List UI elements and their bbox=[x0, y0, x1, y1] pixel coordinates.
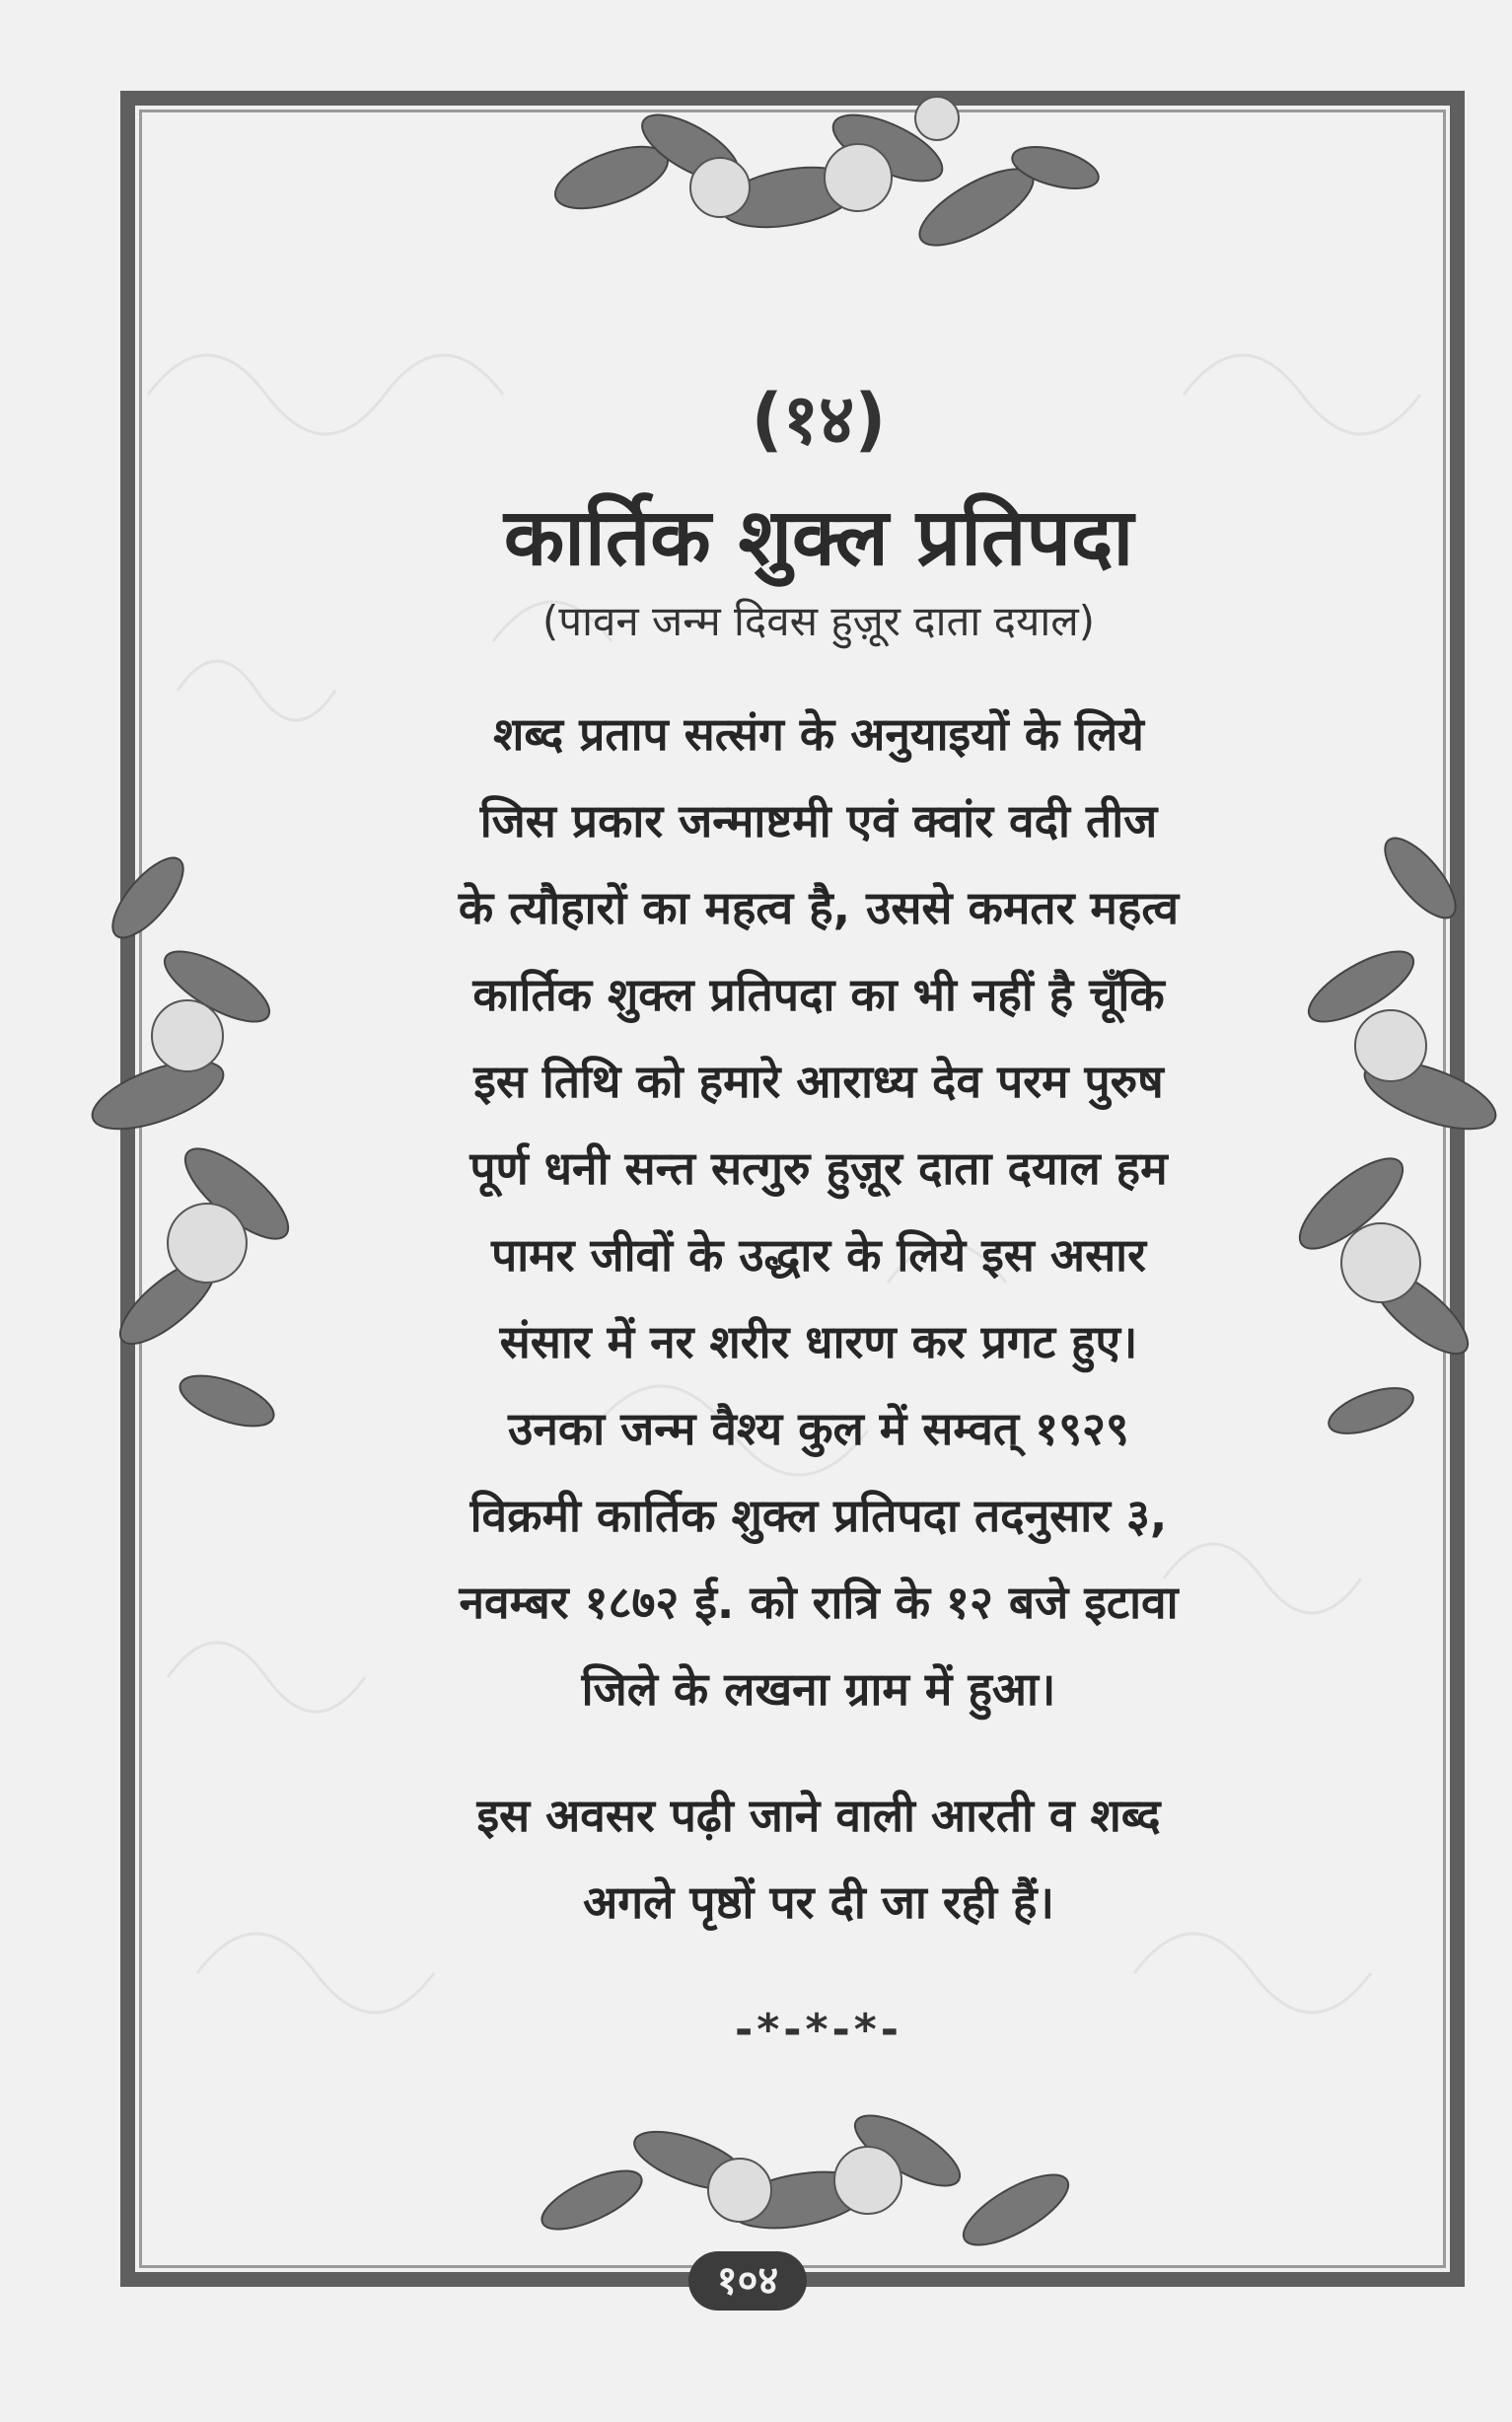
text-line: के त्यौहारों का महत्व है, उससे कमतर महत्व bbox=[458, 881, 1180, 934]
page-content bbox=[296, 355, 1341, 2055]
text-line: इस अवसर पढ़ी जाने वाली आरती व शब्द bbox=[476, 1789, 1161, 1842]
body-paragraph-2 bbox=[296, 1772, 1341, 1945]
chapter-number: (१४) bbox=[751, 379, 887, 460]
body-paragraph-1 bbox=[296, 691, 1341, 1732]
text-line: उनका जन्म वैश्य कुल में सम्वत् १९२९ bbox=[508, 1402, 1129, 1455]
section-separator: -*-*-*- bbox=[734, 2005, 903, 2055]
text-line: अगले पृष्ठों पर दी जा रही हैं। bbox=[583, 1875, 1054, 1929]
floral-decoration-bottom bbox=[513, 2052, 1115, 2289]
text-line: पूर्ण धनी सन्त सत्गुरु हुज़ूर दाता दयाल हम bbox=[469, 1141, 1168, 1195]
text-line: जिस प्रकार जन्माष्टमी एवं क्वांर वदी तीज bbox=[479, 794, 1158, 847]
text-line: विक्रमी कार्तिक शुक्ल प्रतिपदा तदनुसार ३, bbox=[469, 1489, 1168, 1542]
text-line: संसार में नर शरीर धारण कर प्रगट हुए। bbox=[499, 1315, 1138, 1368]
text-line: शब्द प्रताप सत्संग के अनुयाइयों के लिये bbox=[493, 707, 1144, 761]
page-number: १०४ bbox=[688, 2251, 807, 2311]
page-title: कार्तिक शुक्ल प्रतिपदा bbox=[503, 491, 1134, 583]
floral-decoration-top bbox=[464, 59, 1115, 316]
text-line: नवम्बर १८७२ ई. को रात्रि के १२ बजे इटावा bbox=[459, 1576, 1179, 1629]
text-line: इस तिथि को हमारे आराध्य देव परम पुरुष bbox=[473, 1055, 1164, 1108]
page-subtitle: (पावन जन्म दिवस हुज़ूर दाता दयाल) bbox=[541, 597, 1096, 645]
text-line: जिले के लखना ग्राम में हुआ। bbox=[581, 1662, 1056, 1716]
text-line: कार्तिक शुक्ल प्रतिपदा का भी नहीं है चूँकि bbox=[472, 968, 1165, 1021]
text-line: पामर जीवों के उद्धार के लिये इस असार bbox=[491, 1228, 1146, 1282]
